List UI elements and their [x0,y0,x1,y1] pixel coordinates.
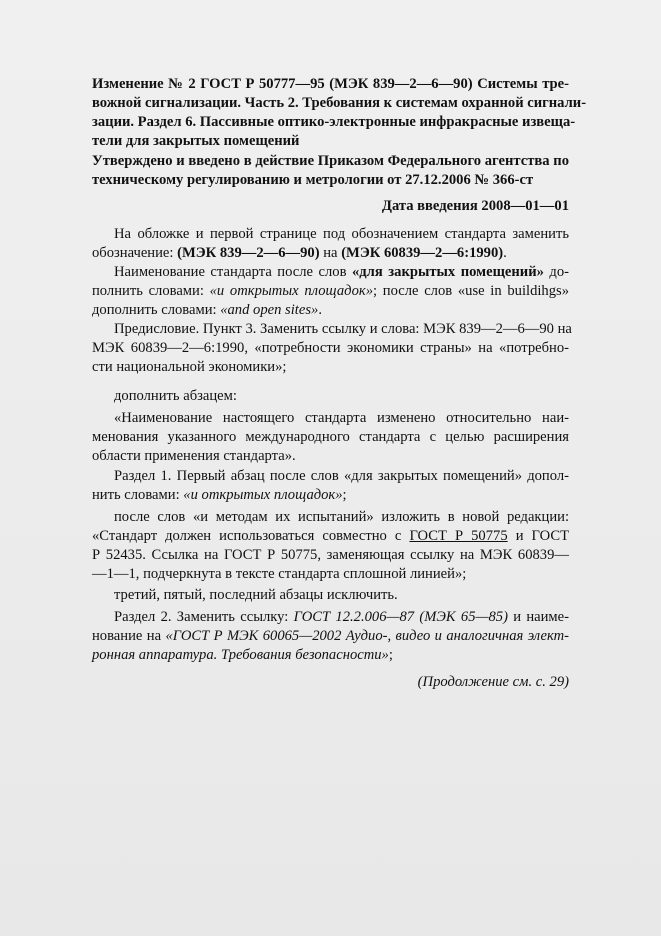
paragraph-8-line-1: «Стандарт должен использоваться совместно с ГОСТ Р 50775 и ГОСТ [92,528,570,544]
paragraph-2-line-2: полнить словами: «и открытых площадок»; после слов «use in buildihgs» [92,283,569,299]
approval-line-2: техническому регулированию и метрологии от 27.12.2006 № 366-ст [92,172,534,188]
paragraph-3-line-3: сти национальной экономики»; [92,359,287,375]
paragraph-10-line-1: Раздел 2. Заменить ссылку: ГОСТ 12.2.006—87 (МЭК 65—85) и наиме- [114,609,569,625]
gost-r-50775-underlined: ГОСТ Р 50775 [409,528,508,544]
paragraph-5-line-2: менования указанного международного стандарта с целью расширения [92,429,569,445]
amendment-title-line-2: вожной сигнализации. Часть 2. Требования к системам охранной сигнали- [92,95,587,111]
paragraph-9: третий, пятый, последний абзацы исключить. [114,587,398,603]
amendment-title-line-4: тели для закрытых помещений [92,133,300,149]
continuation-note: (Продолжение см. с. 29) [417,674,569,690]
paragraph-6-line-1: Раздел 1. Первый абзац после слов «для закрытых помещений» допол- [114,468,569,484]
paragraph-2-line-3: дополнить словами: «and open sites». [92,302,322,318]
paragraph-4: дополнить абзацем: [114,388,237,404]
paragraph-7: после слов «и методам их испытаний» изложить в новой редакции: [114,509,569,525]
amendment-title-line-1: Изменение № 2 ГОСТ Р 50777—95 (МЭК 839—2—6—90) Системы тре- [92,76,569,92]
paragraph-3-line-1: Предисловие. Пункт 3. Заменить ссылку и слова: МЭК 839—2—6—90 на [114,321,572,337]
amendment-title-line-3: зации. Раздел 6. Пассивные оптико-электронные инфракрасные извеща- [92,114,576,130]
paragraph-6-line-2: нить словами: «и открытых площадок»; [92,487,347,503]
paragraph-8-line-2: Р 52435. Ссылка на ГОСТ Р 50775, заменяющая ссылку на МЭК 60839— [92,547,569,563]
paragraph-1-line-2: обозначение: (МЭК 839—2—6—90) на (МЭК 60839—2—6:1990). [92,245,507,261]
paragraph-2-line-1: Наименование стандарта после слов «для закрытых помещений» до- [114,264,570,280]
paragraph-10-line-2: нование на «ГОСТ Р МЭК 60065—2002 Аудио-, видео и аналогичная элект- [92,628,570,644]
paragraph-3-line-2: МЭК 60839—2—6:1990, «потребности экономики страны» на «потребно- [92,340,569,356]
paragraph-8-line-3: —1—1, подчеркнута в тексте стандарта сплошной линией»; [92,566,467,582]
paragraph-1-line-1: На обложке и первой странице под обозначением стандарта заменить [114,226,569,242]
paragraph-10-line-3: ронная аппаратура. Требования безопасности»; [92,647,393,663]
approval-line-1: Утверждено и введено в действие Приказом Федерального агентства по [92,153,569,169]
paragraph-5-line-3: области применения стандарта». [92,448,296,464]
paragraph-5-line-1: «Наименование настоящего стандарта изменено относительно наи- [114,410,569,426]
effective-date: Дата введения 2008—01—01 [381,198,569,214]
